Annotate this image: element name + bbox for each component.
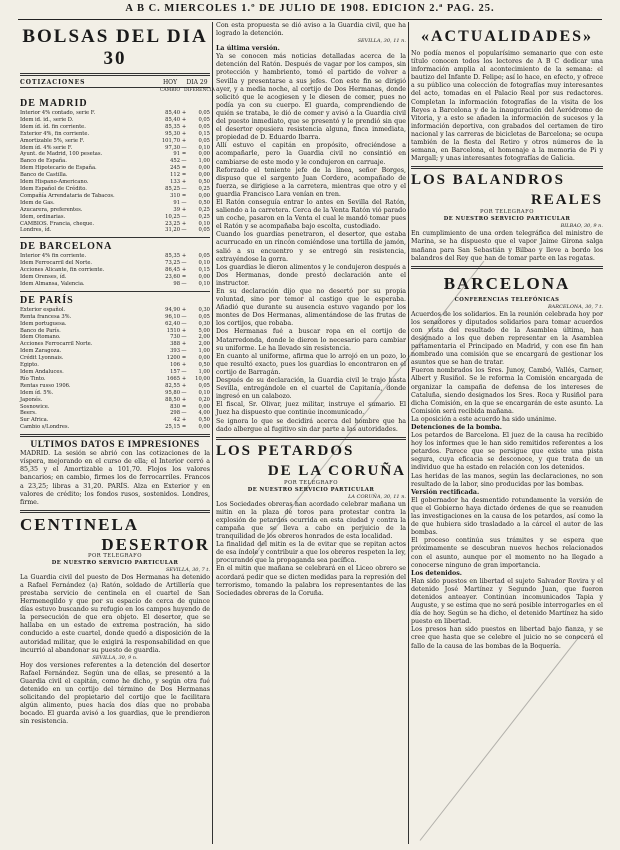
col2-text-2: Allí estuvo el capitán en propósito, ofreciéndose a acompañarle, pero la Guardia civil no consintió en cambiarse de este modo y le condujeron en carruaje. [216, 142, 406, 166]
quote-row [20, 369, 210, 376]
quote-sign: — [181, 185, 187, 192]
balandros-date: BILBAO, 30, 9 n. [560, 223, 603, 230]
quote-diff: 0,05 [198, 116, 210, 123]
quote-value: 112 [170, 172, 180, 179]
quote-value: 393 [170, 348, 180, 355]
quote-value: 85,35 [165, 253, 180, 260]
quote-sign: + [181, 375, 187, 382]
barcelona-text-7: El proceso continúa sus trámites y se espera que próximamente se descubran nuevos hechos relacionados con el asunto, aunque por el momento no ha llegado a conocerse ninguno de gran importancia. [411, 537, 603, 569]
quote-sign: — [181, 227, 187, 234]
barcelona-date: BARCELONA, 30, 7 t. [547, 303, 603, 310]
petardos-text-3: En el mitin que mañana se celebrará en el Liceo obrero se acordará pedir que se dicten medidas para la represión del terrorismo, tomando la palabra los representantes de las Sociedades obreras de la Coruña. [216, 565, 406, 597]
barcelona-text-9: Los presos han sido puestos en libertad bajo fianza, y se cree que hasta que se celebre el juicio no se conocerá el fallo de la causa de las bombas de la Boquería. [411, 626, 603, 650]
quote-value: 85,40 [165, 116, 180, 123]
quote-name: Idem Hipotecario de España. [20, 165, 97, 172]
ultimos-title: ULTIMOS DATOS E IMPRESIONES [30, 440, 200, 451]
balandros-sub-2: DE NUESTRO SERVICIO PARTICULAR [443, 216, 571, 223]
quote-name: Exterior español. [20, 306, 66, 313]
quote-diff: 0,00 [198, 424, 210, 431]
quote-value: 98 [173, 280, 180, 287]
quote-name: Idem Otomano. [20, 334, 61, 341]
col2-text-6: Los guardias le dieron alimentos y le condujeron después a Dos Hermanas, donde prestó declaración ante el instructor. [216, 263, 406, 287]
quote-name: Londres, íd. [20, 227, 52, 234]
actualidades-text: No podía menos el popularísimo semanario que con este título conocen todos los lectores de A B C dedicar una información amplia al acontecimiento de la semana: el bautizo del Infante D. Felipe; así lo hace, en efecto, y ofrece a su público una colección de fotografías muy interesantes del acto, tomadas en el Palacio Real por sus redactores. Completan la información fotografías de la visita de los Reyes a Barcelona y de la inauguración del Aeródromo de Vitoria, y a esto se añaden la información de sucesos y la información deportiva, con grabados del certamen de tiro nacional y las carreras de bicicletas de Barcelona; se ocupa también de la fiesta del Retiro y otros números de la semana, en Barcelona, el homenaje a la memoria de Pi y Margall; y unas interesantes fotografías de Galicia. [411, 50, 603, 163]
column-3 [411, 22, 603, 844]
quote-name: Ayunt. de Madrid, 100 pesetas. [20, 151, 103, 158]
centinela-title-1: CENTINELA [20, 514, 140, 534]
quote-name: Río Tinto. [20, 375, 46, 382]
col2-text-7: En su declaración dijo que no desertó por su propia voluntad, sino por temor al castigo que le esperaba. Añadió que durante su ausencia estuvo vagando por los montes de Dos Hermanas, alimentándose de las frutas de los cortijos, que robaba. [216, 288, 406, 328]
quote-diff: 1,00 [198, 369, 210, 375]
rule [20, 434, 210, 437]
quote-value: 298 [170, 410, 180, 417]
quote-row [20, 404, 210, 411]
quote-value: 85,40 [165, 110, 180, 116]
quote-row [20, 417, 210, 424]
quote-value: 133 [170, 179, 180, 186]
balandros-title-2: REALES [530, 192, 603, 209]
quote-value: 62,40 [165, 320, 180, 327]
quote-value: 95,30 [165, 130, 180, 137]
quote-value: 85,35 [165, 123, 180, 130]
quote-name: Idem de Gas. [20, 199, 55, 206]
quote-value: 157 [170, 369, 180, 375]
quote-sign: = [181, 403, 187, 410]
quote-name: Compañía Arrendataria de Tabacos. [20, 192, 115, 199]
quote-sign: = [181, 172, 187, 179]
quote-name: Interior 4% contado, serie F. [20, 110, 96, 116]
quote-sign: = [181, 151, 187, 158]
quote-value: 88,50 [165, 396, 180, 403]
page-header: A B C. MIERCOLES 1.º DE JULIO DE 1908. EDICION 2.ª PAG. 25. [125, 3, 495, 14]
quote-name: Sur Africa. [20, 417, 49, 424]
quote-row [20, 131, 210, 138]
quote-row [20, 172, 210, 179]
quote-value: 1510 [166, 327, 180, 334]
quote-value: 31,20 [165, 227, 180, 234]
quote-diff: 0,25 [198, 213, 210, 220]
balandros-title-1: LOS BALANDROS [411, 172, 565, 189]
quote-value: 94,90 [165, 306, 180, 313]
quote-name: CAMBIOS. Francia, cheque. [20, 220, 94, 227]
quote-name: Acciones Ferrocarril Norte. [20, 341, 93, 348]
rule [411, 166, 603, 169]
header-rule [18, 19, 602, 20]
quote-row [20, 274, 210, 281]
quote-name: Renta francesa 3%. [20, 313, 72, 320]
quote-row [20, 376, 210, 383]
quote-sign: — [181, 144, 187, 151]
quote-value: 245 [170, 165, 180, 172]
quote-sign: — [181, 320, 187, 327]
quote-row [20, 390, 210, 397]
quote-row [20, 267, 210, 274]
quote-diff: 4,00 [198, 410, 210, 417]
quote-value: 1665 [166, 375, 180, 382]
quote-name: Crédit Lyonnais. [20, 355, 64, 362]
quote-diff: 2,00 [198, 341, 210, 348]
quote-row [20, 124, 210, 131]
quote-row [20, 424, 210, 431]
quote-row [20, 314, 210, 321]
quote-diff: 0,05 [198, 123, 210, 130]
quote-row [20, 193, 210, 200]
quote-diff: 0,00 [198, 165, 210, 172]
col2-text-4: El Ratón conseguía entrar lo antes en Sevilla del Ratón, saliendo a la carretera. Cerca de la Venta Ratón vió parado un coche, pasaron en la Venta el cual le mandó tomar pues el Ratón y se acompañaba bajo escolta, custodiado. [216, 198, 406, 231]
quote-sign: + [181, 306, 187, 313]
quote-value: 95,80 [165, 389, 180, 396]
quote-sign: + [181, 327, 187, 334]
petardos-title-2: DE LA CORUÑA [267, 462, 406, 479]
intro-text: Con esta propuesta se dió aviso a la Guardia civil, que ha logrado la detención. [216, 22, 406, 38]
centinela-sub-2: DE NUESTRO SERVICIO PARTICULAR [51, 559, 179, 566]
quote-diff: 0,05 [198, 110, 210, 116]
petardos-sub-2: DE NUESTRO SERVICIO PARTICULAR [247, 486, 375, 493]
quote-value: 86,45 [165, 267, 180, 274]
quote-sign: + [181, 253, 187, 260]
barcelona-text-3: La oposición a este acuerdo ha sido unánime. [411, 415, 557, 423]
barcelona-text-4: Los petardos de Barcelona. El juez de la causa ha recibido hoy los informes que le han sido remitidos referentes a los petardos. Parece que se persigue que existe una pista segura, cuya eficacia se desconoce, y que trata de un individuo que ha estado en relación con los detenidos. [411, 432, 603, 472]
quote-diff: 0,10 [198, 220, 210, 227]
quote-value: 1200 [166, 355, 180, 362]
quote-diff: 0,50 [198, 417, 210, 424]
quote-sign: — [181, 280, 187, 287]
quote-row [20, 307, 210, 314]
quote-name: Idem, ordinarias. [20, 213, 66, 220]
quote-row [20, 227, 210, 234]
quote-value: 91 [173, 199, 180, 206]
quote-name: Exterior 4%, fin corriente. [20, 130, 90, 137]
quote-row [20, 165, 210, 172]
quote-diff: 0,10 [198, 280, 210, 287]
rule [20, 510, 210, 513]
quote-value: 39 [173, 206, 180, 213]
petardos-text-2: La finalidad del mitin es la de evitar que se repitan actos de esa índole y contribuir a que los obreros respeten la ley, procurando que la propaganda sea pacífica. [216, 541, 406, 565]
quote-value: 85,25 [165, 185, 180, 192]
barcelona-text-5: Las heridas de las manos, según las declaraciones, no son resultado de la labor, sino producidas por las bombas. [411, 472, 603, 488]
centinela-text-2: Hoy dos versiones referentes a la detención del desertor Rafael Fernández. Según una de ellas, se presentó a la Guardia civil el capitán, como he dicho, y según otra fué detenido en un cortijo del término de Dos Hermanas solicitando del propietario del cortijo que le facilitara algún alimento, pues hacía dos días que no probaba bocado. El guarda avisó a los guardias, que le prendieron sin resistencia. [20, 661, 210, 726]
quote-diff: 5,00 [198, 327, 210, 334]
col2-text-3: Reforzado el teniente jefe de la línea, señor Borges, dispuso que el sargento Juan Cordero, acompañado de fuerza, se dirigiese a la carretera, mientras que otro y el guardia Francisco Lara venían en tren. [216, 166, 406, 198]
quote-row [20, 281, 210, 288]
quote-value: 23,60 [165, 274, 180, 281]
quote-name: Azucarera, preferentes. [20, 206, 83, 213]
ultima-version-heading: La última versión. [216, 45, 280, 53]
quote-sign: + [181, 382, 187, 389]
quote-name: Sosnowice. [20, 403, 50, 410]
quote-name: Acciones Alicante, fin corriente. [20, 267, 105, 274]
paris-label: DE PARÍS [20, 294, 74, 306]
quote-sign: + [181, 130, 187, 137]
quote-name: Idem íd. íd. fin corriente. [20, 123, 86, 130]
quote-sign: = [181, 424, 187, 431]
quote-name: Idem Andaluces. [20, 369, 64, 375]
quote-name: Idem Ferrocarril del Norte. [20, 260, 93, 267]
quote-diff: 0,05 [198, 253, 210, 260]
quote-diff: 0,50 [198, 199, 210, 206]
quote-sign: = [181, 165, 187, 172]
quote-sign: + [181, 123, 187, 130]
quote-diff: 0,10 [198, 389, 210, 396]
quote-value: 10,25 [165, 213, 180, 220]
quote-name: Japonés. [20, 396, 43, 403]
quote-name: Banco de Castilla. [20, 172, 68, 179]
barcelona-text-1: Acuerdos de los solidarios. En la reunión celebrada hoy por los senadores y diputados solidarios para tomar acuerdos con vista del resultado de la Asamblea última, han designado a los que deben representar en la Asamblea parlamentaria el Principado en Madrid, y con ese fin han nombrado una comisión que se encargará de gestionar los asuntos que se han de tratar. [411, 310, 603, 367]
centinela-text-1: La Guardia civil del puesto de Dos Hermanas ha detenido a Rafael Fernández (a) Ratón, soldado de Artillería que prestaba servicio de centinela en el cuartel de San Hermenegildo y que por su espacio de cerca de quince días estuvo buscando su refugio en los campos huyendo de la persecución de que era objeto. El desertor, que se hallaba en un estado de extrema postración, ha sido conducido a este cuartel, donde quedó a disposición de la autoridad militar, que le exigirá la responsabilidad en que incurrió al abandonar su puesto de guardia. [20, 573, 210, 654]
balandros-text: En cumplimiento de una orden telegráfica del ministro de Marina, se ha dispuesto que el vapor Jaime Girona salga mañana para San Sebastián y Bilbao y lleve a bordo los balandros del Rey que han de tomar parte en las regatas. [411, 230, 603, 262]
quote-sign: — [181, 313, 187, 320]
quote-row [20, 117, 210, 124]
quote-diff: 0,15 [198, 267, 210, 274]
quote-diff: 10,00 [195, 375, 210, 382]
actualidades-title: «ACTUALIDADES» [420, 28, 594, 45]
quote-diff: 0,15 [198, 130, 210, 137]
quote-name: Idem portuguesa. [20, 320, 67, 327]
barcelona-heading-1: Detenciones de la bomba. [411, 424, 502, 431]
centinela-title-2: DESERTOR [101, 534, 210, 554]
quote-name: Idem Hispano-Americano. [20, 179, 89, 186]
quote-name: Egipto. [20, 362, 39, 369]
rule [20, 237, 210, 238]
paris-table [20, 307, 210, 431]
quote-value: 23,25 [165, 220, 180, 227]
quote-sign: = [181, 274, 187, 281]
quote-value: 73,25 [165, 260, 180, 267]
quote-sign: + [181, 267, 187, 274]
quote-name: Banco de París. [20, 327, 61, 334]
quote-sign: + [181, 110, 187, 116]
quote-row [20, 383, 210, 390]
quote-row [20, 362, 210, 369]
quote-row [20, 260, 210, 267]
cambio-label: CAMBIO [159, 88, 181, 93]
quote-diff: 0,20 [198, 396, 210, 403]
quote-sign: + [181, 341, 187, 348]
quote-sign: — [181, 158, 187, 165]
col2-text-11: El fiscal, Sr. Olivar, juez militar, instruye el sumario. El Juez ha dispuesto que continúe incomunicado. [216, 401, 406, 417]
quote-row [20, 186, 210, 193]
quote-value: 106 [170, 362, 180, 369]
col2-text-12: Se ignora lo que se decidirá acerca del hombre que ha dado albergue al fugitivo sin dar parte a las autoridades. [216, 417, 406, 433]
centinela-date-2: SEVILLA, 30, 9 n. [92, 654, 138, 661]
quote-sign: + [181, 116, 187, 123]
balandros-sub-1: POR TELEGRAFO [480, 209, 534, 216]
quote-sign: + [181, 362, 187, 369]
quote-value: 91 [173, 151, 180, 158]
barcelona-label: DE BARCELONA [20, 241, 113, 253]
barcelona-text-2: Fueron nombrados los Sres. Junoy, Cambó, Vallés, Carner, Albert y Rusiñol. Se le reforma la Comisión encargada de organizar la campaña de defensa de los intereses de Cataluña, siendo designados los Sres. Roca y Rusiñol para dicha Comisión, en la que se encargarán de este asunto. La Comisión será recibida mañana. [411, 367, 603, 415]
quote-name: Idem Español de Crédito. [20, 185, 87, 192]
quote-diff: 0,05 [198, 227, 210, 234]
quote-name: Interior 4% fin corriente. [20, 253, 87, 260]
quote-sign: = [181, 355, 187, 362]
quote-sign: + [181, 179, 187, 186]
quote-sign: + [181, 220, 187, 227]
centinela-date-1: SEVILLA, 30, 7 t. [165, 566, 210, 573]
quote-diff: 0,05 [198, 313, 210, 320]
col2-text-8: Dos Hermanas fué a buscar ropa en el cortijo de Matarredonda, donde le dieron lo necesario para cambiar su uniforme. Le ha llevado sin resistencia. [216, 328, 406, 352]
column-2 [216, 22, 406, 844]
quote-value: 42 [173, 417, 180, 424]
quote-diff: 0,00 [198, 151, 210, 158]
petardos-text-1: Los Sociedades obreras han acordado celebrar mañana un mitin en la plaza de toros para protestar contra la explosión de petardos ocurrida en esta ciudad y contra la campaña que se lleva a cabo en perjuicio de la tranquilidad de los obreros honrados de esta localidad. [216, 500, 406, 541]
quote-diff: 0,00 [198, 274, 210, 281]
quote-diff: 1,00 [198, 348, 210, 355]
quote-row [20, 253, 210, 260]
quote-row [20, 214, 210, 221]
quote-diff: 0,10 [198, 144, 210, 151]
barcelona-text-6: El gobernador ha desmentido rotundamente la versión de que el Gobierno haya dictado órdenes de que se reanuden las investigaciones en la causa de los petardos, así como la de que hubiera sido trasladado a la cárcel el autor de las bombas. [411, 496, 603, 537]
madrid-label: DE MADRID [20, 98, 88, 109]
quote-sign: — [181, 410, 187, 417]
quote-name: Banco de España. [20, 158, 67, 165]
cotizaciones-label: COTIZACIONES [20, 79, 86, 86]
barcelona-heading-3: Los detenidos. [411, 569, 462, 577]
ultimos-text: MADRID. La sesión se abrió con las cotizaciones de la víspera, mejorando en el curso de ella; el Interior cerró a 85,35 y el Amortizable a 101,70. Flojos los valores bancarios; en cambio, firmes los de ferrocarriles. Francos a 23,25; libras a 31,20. PARÍS. Alza en Exterior y en valores de crédito; los fondos rusos, sostenidos. Londres, firme. [20, 450, 210, 506]
column-1 [20, 22, 215, 844]
quote-row [20, 341, 210, 348]
quote-sign: + [181, 396, 187, 403]
rule [20, 73, 210, 76]
bolsas-title: BOLSAS DEL DIA 30 [22, 26, 208, 69]
quote-row [20, 179, 210, 186]
quote-sign: — [181, 348, 187, 355]
quote-row [20, 321, 210, 328]
quote-diff: 0,05 [198, 382, 210, 389]
quote-name: Idem íd. 5%. [20, 389, 54, 396]
madrid-table [20, 110, 210, 234]
barcelona-heading-2: Versión rectificada. [411, 488, 480, 496]
quote-value: 388 [170, 341, 180, 348]
quote-sign: = [181, 192, 187, 199]
quote-name: Cambio s/Londres. [20, 424, 70, 431]
petardos-date: LA CORUÑA, 30, 11 n. [348, 493, 406, 500]
quote-row [20, 355, 210, 362]
quote-name: Idem Zaragoza. [20, 348, 62, 355]
rule [20, 291, 210, 292]
quote-row [20, 397, 210, 404]
quote-value: 101,70 [161, 137, 180, 144]
quote-row [20, 207, 210, 214]
quote-value: 82,55 [165, 382, 180, 389]
quote-value: 25,15 [165, 424, 180, 431]
quote-diff: 0,10 [198, 260, 210, 267]
quote-sign: — [181, 334, 187, 341]
barcelona-table [20, 253, 210, 288]
quote-diff: 0,30 [198, 306, 210, 313]
quote-sign: — [181, 260, 187, 267]
quote-diff: 0,05 [198, 137, 210, 144]
quote-sign: — [181, 199, 187, 206]
quote-value: 830 [170, 403, 180, 410]
quote-value: 96,10 [165, 313, 180, 320]
quote-value: 97,30 [165, 144, 180, 151]
quote-value: 452 [170, 158, 180, 165]
barcelona-text-8: Han sido puestos en libertad el sujeto Salvador Rovira y el detenido José Martínez y Segundo Juan, que fueron detenidos anteayer. Continúan incomunicados Tapia y Auguste, y se estima que no será posible interrogarles en el día de hoy. Según se ha dicho, el detenido Martínez ha sido puesto en libertad. [411, 577, 603, 626]
quote-sign: — [181, 369, 187, 375]
quote-diff: 1,00 [198, 158, 210, 165]
quote-row [20, 110, 210, 117]
column-divider-1 [212, 22, 213, 844]
quote-diff: 0,00 [198, 172, 210, 179]
barcelona-sub: CONFERENCIAS TELEFÓNICAS [454, 296, 560, 303]
quote-diff: 0,50 [198, 362, 210, 369]
quotes-subheader [20, 87, 215, 95]
quote-diff: 0,00 [198, 355, 210, 362]
col2-text-5: Cuando los guardias penetraron, el desertor, que estaba acurrucado en un rincón comiéndose una tortilla de jamón, salió a su encuentro y se entregó sin resistencia, extrayéndose la gorra. [216, 231, 406, 263]
quote-row [20, 138, 210, 145]
quote-value: 310 [170, 192, 180, 199]
rule [411, 266, 603, 269]
quote-diff: 0,25 [198, 185, 210, 192]
quote-name: Idem id. id., serie D. [20, 116, 74, 123]
col2-text-10: Después de su declaración, la Guardia civil le trajo hasta Sevilla, entregándole en el cuartel de Capitanía, donde ingresó en un calabozo. [216, 377, 406, 401]
quote-sign: + [181, 137, 187, 144]
dia29-label: DIA 29 [186, 79, 208, 86]
quote-row [20, 334, 210, 341]
hoy-label: HOY [162, 79, 178, 86]
quote-name: Idem Orenses, íd. [20, 274, 67, 281]
quote-diff: 0,25 [198, 206, 210, 213]
centinela-sub-1: POR TELEGRAFO [88, 552, 142, 559]
quote-name: Amortizable 5%, serie F. [20, 137, 85, 144]
quote-name: Idem Almansa, Valencia. [20, 280, 85, 287]
quote-diff: 0,00 [198, 403, 210, 410]
diferencia-label: DIFERENCIA [184, 88, 215, 93]
quote-sign: + [181, 206, 187, 213]
petardos-title-1: LOS PETARDOS [216, 442, 355, 459]
barcelona-title: BARCELONA [443, 273, 571, 293]
quote-value: 730 [170, 334, 180, 341]
quote-sign: — [181, 389, 187, 396]
quote-row [20, 410, 210, 417]
quote-row [20, 200, 210, 207]
quote-sign: + [181, 417, 187, 424]
quote-row [20, 328, 210, 335]
quote-diff: 0,00 [198, 192, 210, 199]
rule [216, 437, 406, 440]
col2-text-1: Ya se conocen más noticias detalladas acerca de la detención del Ratón. Después de vagar por los campos, sin protección y hambriento, tomó el partido de volver a Sevilla y presentarse a sus jefes. Con este fin se dirigió ayer, y a media noche, al cortijo de Dos Hermanas, donde solicitó que le acogiesen y le diesen de comer, pues no podía ya con su cuerpo. El guarda, comprendiendo de quién se trataba, le dió de comer y avisó a la Guardia civil del puesto inmediato, que se presentó y le prendió sin que el desertor opusiera resistencia alguna, finca inmediata, propiedad de D. Eduardo Ibarra. [216, 53, 406, 142]
quote-name: Beers. [20, 410, 37, 417]
quote-diff: 2,00 [198, 334, 210, 341]
quote-sign: — [181, 213, 187, 220]
quote-row [20, 145, 210, 152]
quote-diff: 0,50 [198, 179, 210, 186]
petardos-sub-1: POR TELEGRAFO [284, 479, 338, 486]
col2-date-1: SEVILLA, 30, 11 n. [357, 38, 406, 45]
quote-name: Rentas russo 1906. [20, 382, 71, 389]
quote-name: Idem íd. 4% serie F. [20, 144, 73, 151]
column-divider-2 [408, 22, 409, 844]
quote-diff: 0,30 [198, 320, 210, 327]
col2-text-9: En cuanto al uniforme, afirma que lo arrojó en un pozo, lo que resultó exacto, pues los guardias lo encontraron en el cortijo de Barragán. [216, 352, 406, 376]
